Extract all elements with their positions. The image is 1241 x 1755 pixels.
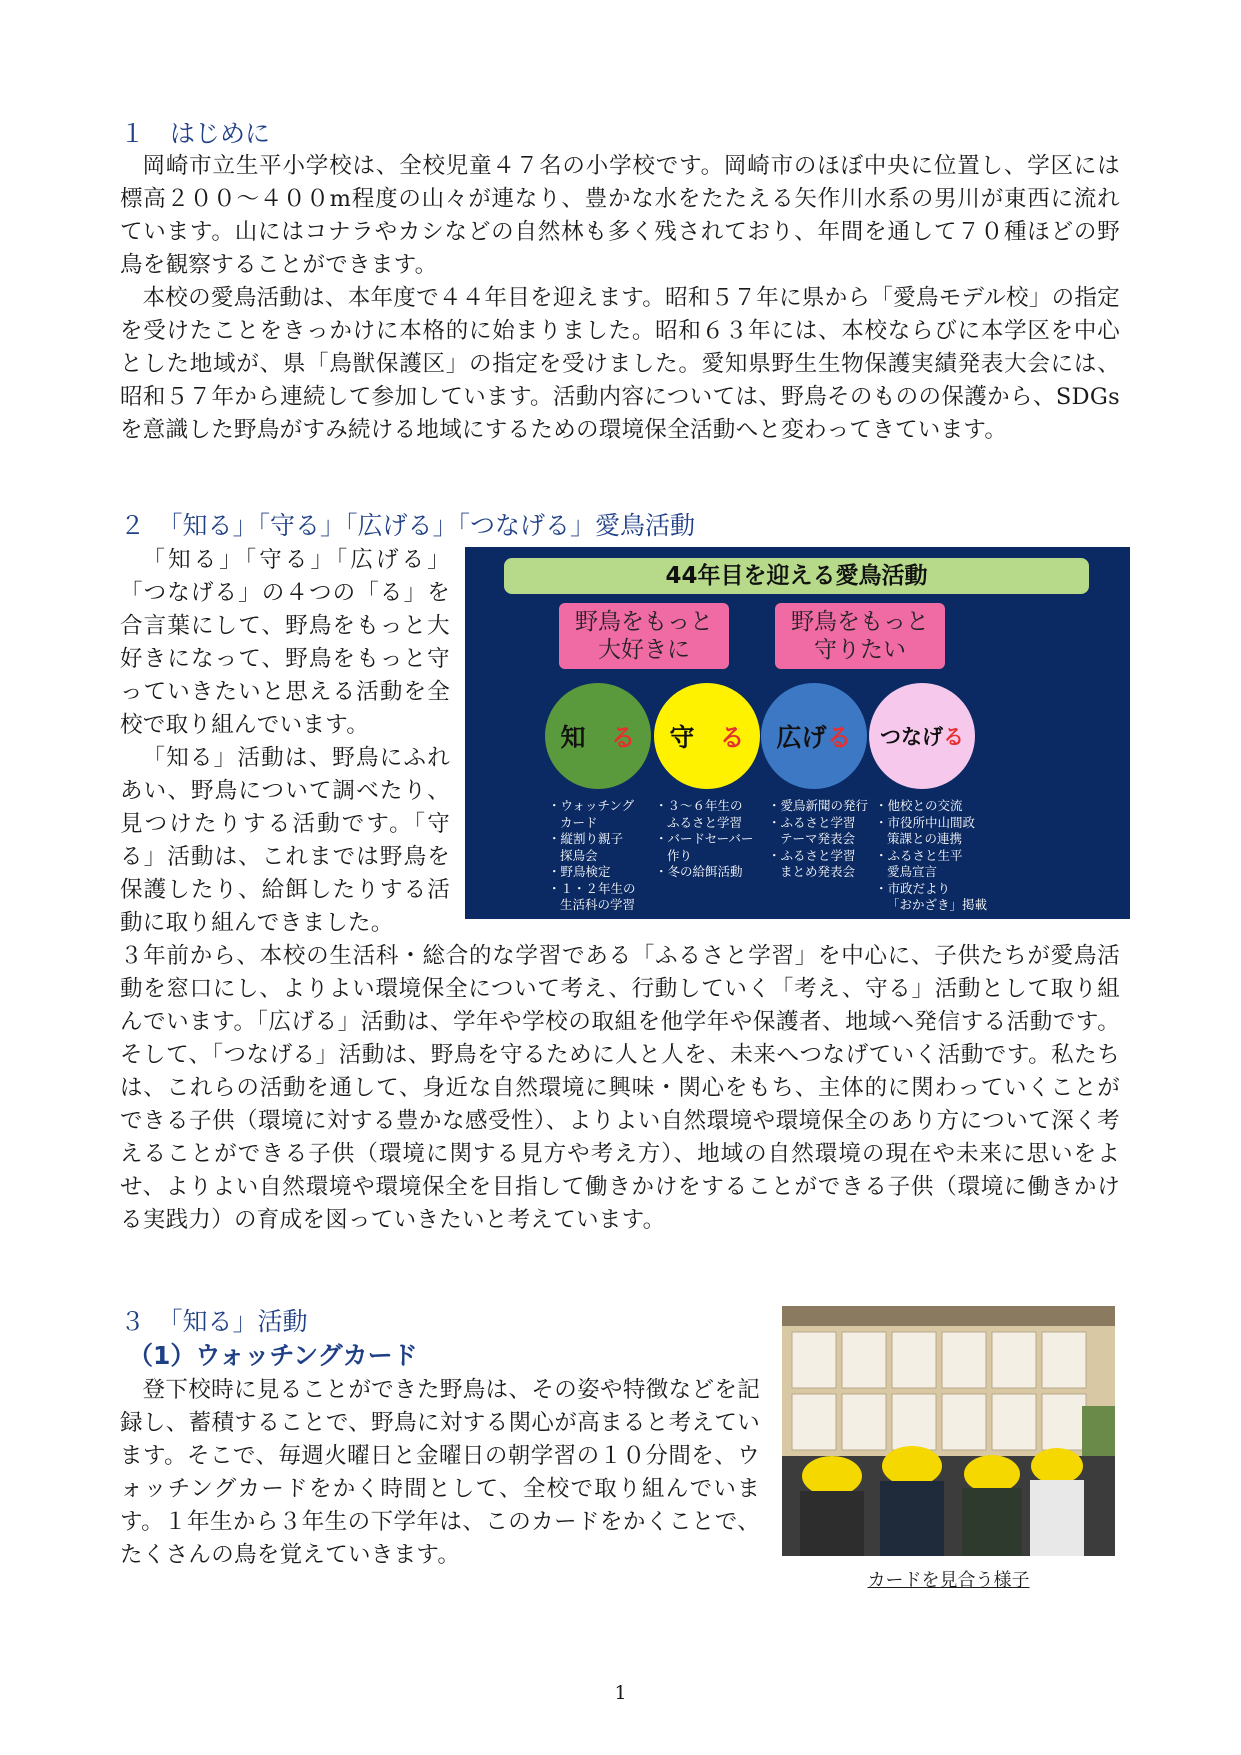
list-item: ・ ３～６年生の ふるさと学習 — [655, 798, 754, 831]
list-item: ・ 市政だより 「おかざき」掲載 — [875, 881, 987, 914]
list-mamoru — [655, 798, 754, 881]
list-item: ・ ウォッチング カード — [548, 798, 636, 831]
photo-illustration — [782, 1306, 1115, 1556]
list-item: ・ 市役所中山間政 策課との連携 — [875, 815, 987, 848]
infographic-banner: 44年目を迎える愛鳥活動 — [504, 558, 1089, 594]
list-tsunageru — [875, 798, 987, 914]
section3-text — [120, 1374, 760, 1572]
list-item: ・ ふるさと学習 まとめ発表会 — [768, 848, 868, 881]
circle-hirogeru: 広げ る — [761, 683, 867, 789]
goal-love-birds: 野鳥をもっと 大好きに — [559, 603, 729, 669]
photo-caption: カードを見合う様子 — [867, 1570, 1030, 1591]
list-item: ・ ふるさと生平 愛鳥宣言 — [875, 848, 987, 881]
list-item: ・ 野鳥検定 — [548, 864, 636, 881]
section3-heading: ３ 「知る」活動 — [120, 1307, 308, 1336]
list-item: ・ 愛鳥新聞の発行 — [768, 798, 868, 815]
circle-tsunageru: つなげ る — [869, 683, 975, 789]
section3-paragraph: 登下校時に見ることができた野鳥は、その姿や特徴などを記録し、蓄積することで、野鳥に対する関心が高まると考えています。そこで、毎週火曜日と金曜日の朝学習の１０分間を、ウォッチングカードをかく時間として、全校で取り組んでいます。１年生から３年生の下学年は、このカードをかくことで、たくさんの鳥を覚えていきます。 — [120, 1377, 760, 1568]
list-shiru — [548, 798, 636, 914]
section2-heading: ２ 「知る」「守る」「広げる」「つなげる」愛鳥活動 — [120, 511, 696, 540]
section1-paragraph-2: 本校の愛鳥活動は、本年度で４４年目を迎えます。昭和５７年に県から「愛鳥モデル校」の指定を受けたことをきっかけに本格的に始まりました。昭和６３年には、本校ならびに本学区を中心とした地域が、県「鳥獣保護区」の指定を受けました。愛知県野生生物保護実績発表大会には、昭和５７年から連続して参加しています。活動内容については、野鳥そのものの保護から、SDGsを意識した野鳥がすみ続ける地域にするための環境保全活動へと変わってきています。 — [120, 285, 1120, 443]
section2-paragraph-3: ３年前から、本校の生活科・総合的な学習である「ふるさと学習」を中心に、子供たちが愛鳥活動を窓口にし、よりよい環境保全について考え、行動していく「考え、守る」活動として取り組んでいます。「広げる」活動は、学年や学校の取組を他学年や保護者、地域へ発信する活動です。そして、「つなげる」活動は、野鳥を守るために人と人を、未来へつなげていく活動です。私たちは、これらの活動を通して、身近な自然環境に興味・関心をもち、主体的に関わっていくことができる子供（環境に対する豊かな感受性）、よりよい自然環境や環境保全のあり方について深く考えることができる子供（環境に関する見方や考え方）、地域の自然環境の現在や未来に思いをよせ、よりよい自然環境や環境保全を目指して働きかけをすることができる子供（環境に働きかける実践力）の育成を図っていきたいと考えています。 — [120, 943, 1120, 1233]
section2-side-text — [120, 544, 450, 940]
list-item: ・ 縦割り親子 探鳥会 — [548, 831, 636, 864]
section3-subheading: （1）ウォッチングカード — [128, 1341, 418, 1370]
circle-shiru: 知 る — [545, 683, 651, 789]
section2-paragraph-1: 「知る」「守る」「広げる」「つなげる」の４つの「る」を合言葉にして、野鳥をもっと大好きになって、野鳥をもっと守っていきたいと思える活動を全校で取り組んでいます。 — [120, 547, 450, 738]
list-item: ・ 冬の給餌活動 — [655, 864, 754, 881]
list-hirogeru — [768, 798, 868, 881]
list-item: ・ バードセーバー 作り — [655, 831, 754, 864]
section2-continuation — [120, 940, 1120, 1237]
section1-heading: １ はじめに — [120, 119, 271, 148]
aichou-activity-infographic — [465, 547, 1130, 919]
list-item: ・ ふるさと学習 テーマ発表会 — [768, 815, 868, 848]
section-introduction — [120, 118, 1120, 447]
students-viewing-cards-photo — [782, 1306, 1115, 1556]
goal-protect-birds: 野鳥をもっと 守りたい — [775, 603, 945, 669]
list-item: ・ 他校との交流 — [875, 798, 987, 815]
section2-paragraph-2: 「知る」活動は、野鳥にふれあい、野鳥について調べたり、見つけたりする活動です。「守る」活動は、これまでは野鳥を保護したり、給餌したりする活動に取り組んできました。 — [120, 745, 450, 936]
section1-paragraph-1: 岡崎市立生平小学校は、全校児童４７名の小学校です。岡崎市のほぼ中央に位置し、学区には標高２００～４００m程度の山々が連なり、豊かな水をたたえる矢作川水系の男川が東西に流れています。山にはコナラやカシなどの自然林も多く残されており、年間を通して７０種ほどの野鳥を観察することができます。 — [120, 153, 1120, 278]
circle-mamoru: 守 る — [654, 683, 760, 789]
page-number: 1 — [614, 1682, 627, 1704]
section-shiru-activity — [120, 1306, 1120, 1591]
list-item: ・ １・２年生の 生活科の学習 — [548, 881, 636, 914]
